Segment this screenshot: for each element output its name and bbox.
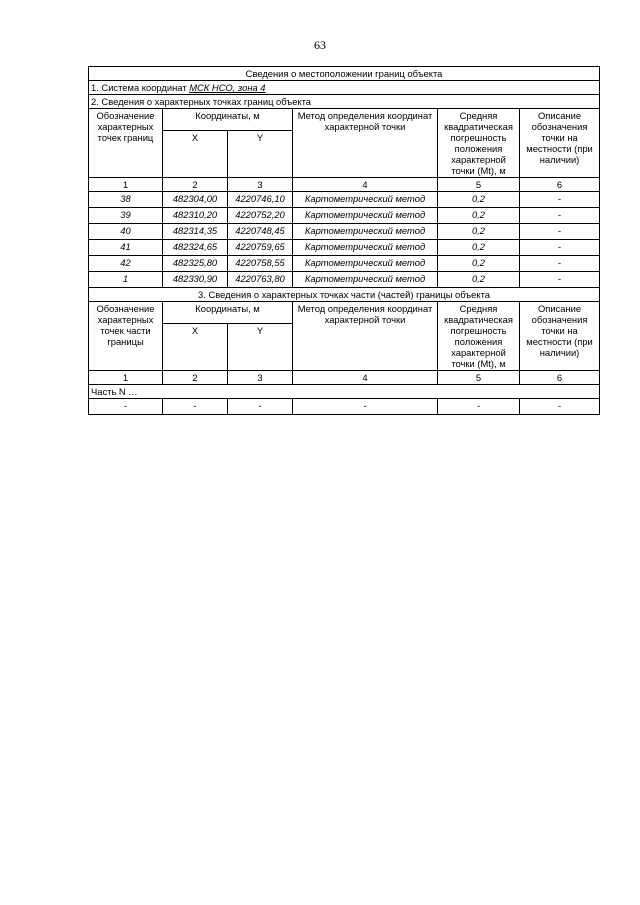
point-id: 39 [89, 208, 163, 224]
table-title-row [89, 67, 600, 81]
page-number: 63 [314, 38, 326, 52]
column-numbers-row [89, 178, 600, 192]
table-row [89, 240, 600, 256]
coord-y: 4220752,20 [228, 208, 293, 224]
column-number: 1 [89, 371, 163, 385]
header-part-point-designation: Обозначение характерных точек части границы [89, 302, 163, 371]
header1-row [89, 109, 600, 131]
column-number: 3 [228, 371, 293, 385]
column-number: 5 [438, 371, 520, 385]
accuracy: - [438, 399, 520, 415]
accuracy: 0,2 [438, 192, 520, 208]
header-coordinates: Координаты, м [163, 302, 293, 324]
accuracy: 0,2 [438, 224, 520, 240]
description: - [520, 399, 600, 415]
coord-x: 482304,00 [163, 192, 228, 208]
header-y: Y [228, 324, 293, 371]
header-accuracy: Средняя квадратическая погрешность положения характерной точки (Mt), м [438, 109, 520, 178]
coord-system-row [89, 81, 600, 95]
column-number: 5 [438, 178, 520, 192]
header-x: X [163, 324, 228, 371]
table-row [89, 192, 600, 208]
table-row [89, 272, 600, 288]
table-row [89, 208, 600, 224]
section2-title: 2. Сведения о характерных точках границ объекта [89, 95, 600, 109]
point-id: 42 [89, 256, 163, 272]
description: - [520, 224, 600, 240]
table-title: Сведения о местоположении границ объекта [89, 67, 600, 81]
column-number: 1 [89, 178, 163, 192]
coord-y: 4220746,10 [228, 192, 293, 208]
header-y: Y [228, 131, 293, 178]
coord-system [89, 81, 600, 95]
header2-row [89, 302, 600, 324]
accuracy: 0,2 [438, 256, 520, 272]
section3-title: 3. Сведения о характерных точках части (частей) границы объекта [89, 288, 600, 302]
part-label: Часть N … [89, 385, 600, 399]
point-id: - [89, 399, 163, 415]
header-description: Описание обозначения точки на местности (при наличии) [520, 302, 600, 371]
method: Картометрический метод [293, 272, 438, 288]
coord-x: 482314,35 [163, 224, 228, 240]
section2-title-row [89, 95, 600, 109]
header-point-designation: Обозначение характерных точек границ [89, 109, 163, 178]
header-method: Метод определения координат характерной точки [293, 302, 438, 371]
boundary-table [88, 66, 600, 415]
coord-x: 482325,80 [163, 256, 228, 272]
description: - [520, 256, 600, 272]
description: - [520, 240, 600, 256]
column-numbers-row [89, 371, 600, 385]
coord-y: 4220759,65 [228, 240, 293, 256]
part-label-row [89, 385, 600, 399]
column-number: 4 [293, 371, 438, 385]
description: - [520, 192, 600, 208]
coord-y: 4220763,80 [228, 272, 293, 288]
method: - [293, 399, 438, 415]
coord-y: 4220758,55 [228, 256, 293, 272]
point-id: 38 [89, 192, 163, 208]
column-number: 2 [163, 178, 228, 192]
accuracy: 0,2 [438, 272, 520, 288]
coord-system-label: 1. Система координат [91, 82, 190, 93]
header-coordinates: Координаты, м [163, 109, 293, 131]
method: Картометрический метод [293, 240, 438, 256]
column-number: 4 [293, 178, 438, 192]
column-number: 6 [520, 371, 600, 385]
column-number: 3 [228, 178, 293, 192]
coord-x: 482330,90 [163, 272, 228, 288]
point-id: 1 [89, 272, 163, 288]
point-id: 41 [89, 240, 163, 256]
header-x: X [163, 131, 228, 178]
coord-system-value: МСК НСО, зона 4 [189, 82, 266, 93]
table-row [89, 399, 600, 415]
header-description: Описание обозначения точки на местности (при наличии) [520, 109, 600, 178]
header-accuracy: Средняя квадратическая погрешность положения характерной точки (Mt), м [438, 302, 520, 371]
section3-title-row [89, 288, 600, 302]
coord-y: - [228, 399, 293, 415]
method: Картометрический метод [293, 208, 438, 224]
header-method: Метод определения координат характерной точки [293, 109, 438, 178]
table-row [89, 256, 600, 272]
method: Картометрический метод [293, 224, 438, 240]
method: Картометрический метод [293, 256, 438, 272]
column-number: 2 [163, 371, 228, 385]
coord-y: 4220748,45 [228, 224, 293, 240]
accuracy: 0,2 [438, 240, 520, 256]
coord-x: 482324,65 [163, 240, 228, 256]
description: - [520, 208, 600, 224]
coord-x: 482310,20 [163, 208, 228, 224]
table-row [89, 224, 600, 240]
method: Картометрический метод [293, 192, 438, 208]
description: - [520, 272, 600, 288]
point-id: 40 [89, 224, 163, 240]
accuracy: 0,2 [438, 208, 520, 224]
coord-x: - [163, 399, 228, 415]
column-number: 6 [520, 178, 600, 192]
